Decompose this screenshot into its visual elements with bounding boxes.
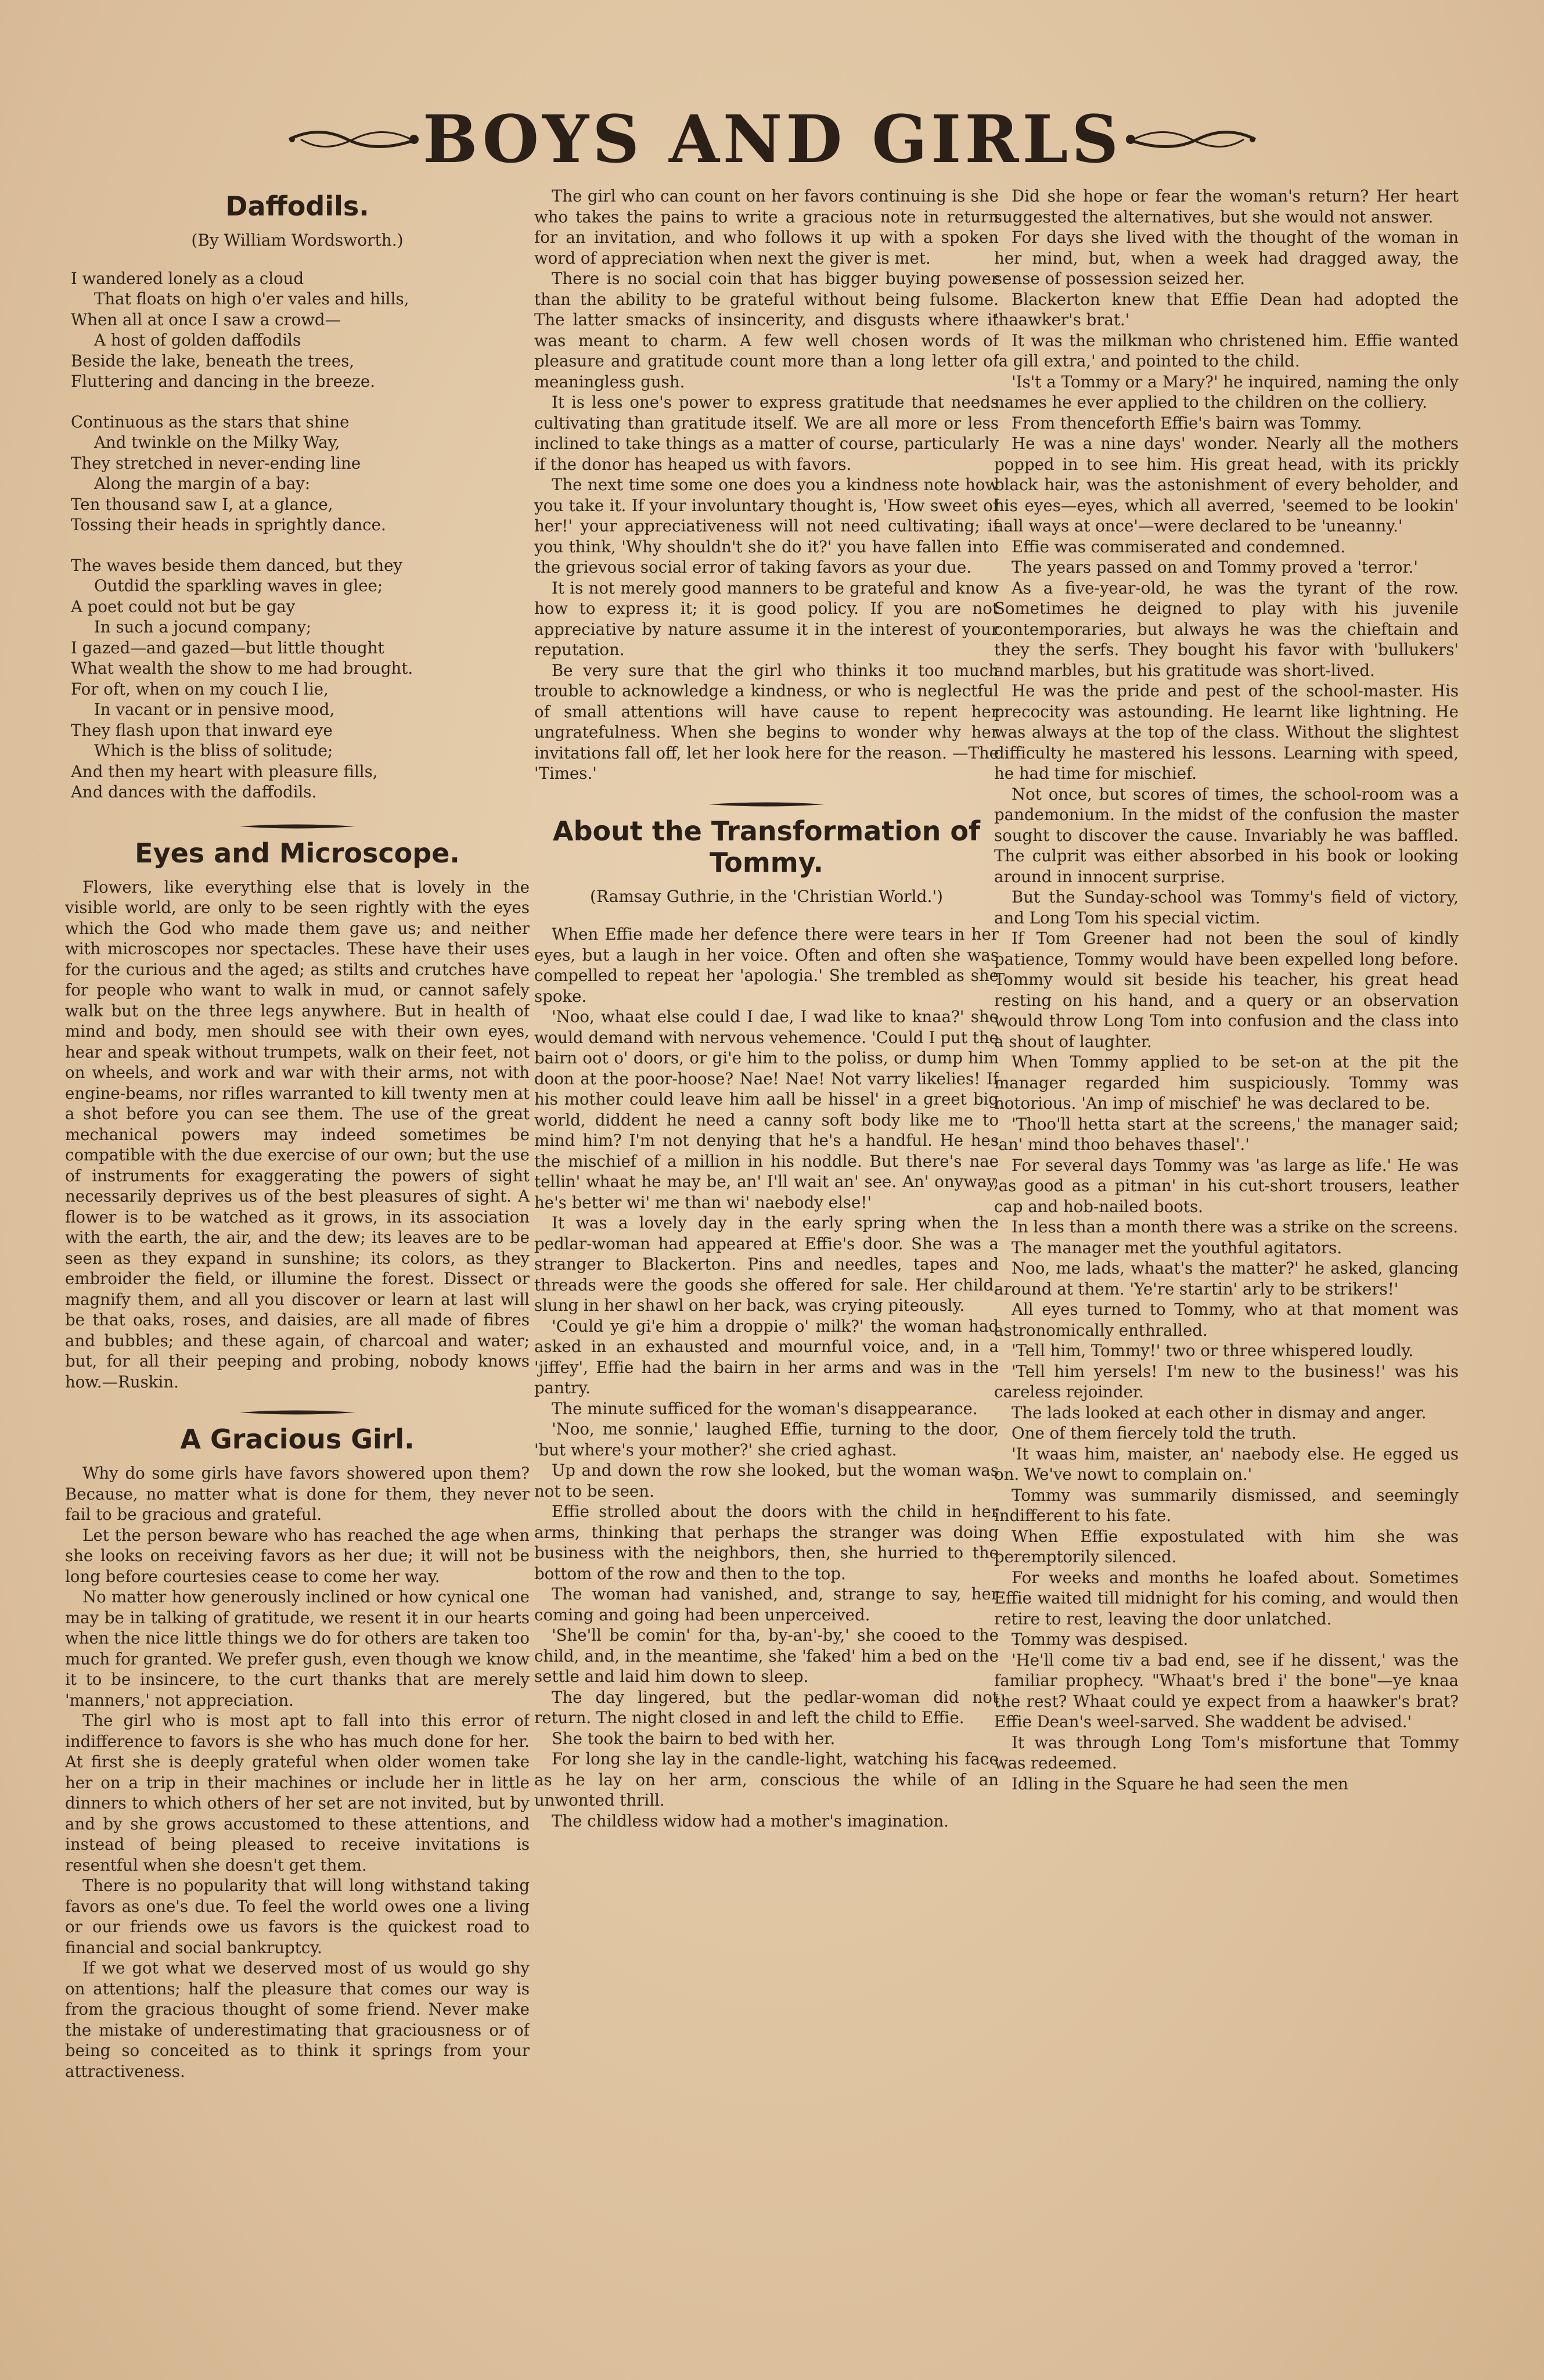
poem-line: And then my heart with pleasure fills, [71,761,378,781]
article-paragraph: The manager met the youthful agitators. [1012,1238,1343,1257]
byline-tommy: (Ramsay Guthrie, in the 'Christian World.') [590,886,943,906]
poem-stanza [71,555,530,803]
article-paragraph: The years passed on and Tommy proved a 'terror.' [1012,558,1418,577]
article-paragraph: He was the pride and pest of the school-master. His precocity was astounding. He learnt like lightning. He was always at the top of the class. Without the slightest difficulty he mastered his lessons. Learning with speed, he had time for mischief. [994,681,1459,783]
article-paragraph: 'Is't a Tommy or a Mary?' he inquired, naming the only names he ever applied to the children on the colliery. [994,372,1459,412]
article-paragraph: When Tommy applied to be set-on at the pit the manager regarded him suspiciously. Tommy was notorious. 'An imp of mischief' he was declared to be. [994,1052,1459,1113]
section-divider-ornament [65,822,530,831]
poem-stanza [71,268,530,392]
poem-line: They flash upon that inward eye [71,720,333,740]
section-divider-ornament [65,1408,530,1417]
poem-line: In vacant or in pensive mood, [94,700,335,719]
masthead [192,102,1353,177]
article-paragraph: 'Tell him yersels! I'm new to the business!' was his careless rejoinder. [994,1361,1459,1401]
article-paragraph: The day lingered, but the pedlar-woman did not return. The night closed in and left the child to Effie. [534,1687,999,1727]
article-paragraph: Idling in the Square he had seen the men [1012,1774,1348,1793]
poem-line: I gazed—and gazed—but little thought [71,638,384,657]
article-paragraph: Did she hope or fear the woman's return? Her heart suggested the alternatives, but she would not answer. [994,186,1459,227]
article-paragraph: Effie strolled about the doors with the child in her arms, thinking that perhaps the stranger was doing business with the neighbors, then, she hurried to the bottom of the row and then to the top. [534,1502,999,1583]
article-paragraph: If Tom Greener had not been the soul of kindly patience, Tommy would have been expelled long before. Tommy would sit beside his teacher, his great head resting on his hand, and a query or an observation would throw Long Tom into confusion and the class into a shout of laughter. [994,929,1459,1051]
article-paragraph: Effie was commiserated and condemned. [1012,537,1346,556]
right-flourish-ornament [1122,122,1261,157]
poem-line: In such a jocund company; [94,617,312,637]
article-paragraph: If we got what we deserved most of us would go shy on attentions; half the pleasure that comes our way is from the gracious thought of some friend. Never make the mistake of underestimating that graciousness or of being so conceited as to think it springs from your attractiveness. [65,1958,530,2081]
article-paragraph: Not once, but scores of times, the school-room was a pandemonium. In the midst of the confusion the master sought to discover the cause. Invariably he was baffled. The culprit was either absorbed in his book or looking around in innocent surprise. [994,784,1459,886]
article-paragraph: Up and down the row she looked, but the woman was not to be seen. [534,1461,999,1501]
poem-line: What wealth the show to me had brought. [71,659,413,678]
poem-line: I wandered lonely as a cloud [71,268,304,288]
poem-line: When all at once I saw a crowd— [71,310,341,329]
article-paragraph: From thenceforth Effie's bairn was Tommy. [1012,413,1362,433]
article-paragraph: When Effie made her defence there were tears in her eyes, but a laugh in her voice. Often and often she was compelled to repeat her 'apologia.' She trembled as she spoke. [534,925,999,1006]
article-paragraph: It was a lovely day in the early spring when the pedlar-woman had appeared at Effie's door. She was a stranger to Blackerton. Pins and needles, tapes and threads were the goods she offered for sale. Her child, slung in her shawl on her back, was crying piteously. [534,1213,999,1315]
article-paragraph: The girl who is most apt to fall into this error of indifference to favors is she who has much done for her. At first she is deeply grateful when older women take her on a trip in their machines or include her in little dinners to which others of her set are not invited, but by and by she grows accustomed to these attentions, and instead of being pleased to receive invitations is resentful when she doesn't get them. [65,1711,530,1875]
article-title-eyes: Eyes and Microscope. [135,837,460,869]
article-paragraph: 'He'll come tiv a bad end, see if he dissent,' was the familiar prophecy. "Whaat's bred i' the bone"—ye knaa the rest? Whaat could ye expect from a haawker's brat? Effie Dean's weel-sarved. She waddent be advised.' [994,1650,1459,1731]
byline-daffodils: (By William Wordsworth.) [191,231,404,250]
article-paragraph: There is no social coin that has bigger buying power than the ability to be grateful without being fulsome. The latter smacks of insincerity, and disgusts where it was meant to charm. A few well chosen words of pleasure and gratitude count more than a long letter of meaningless gush. [534,269,999,391]
article-paragraph: She took the bairn to bed with her. [552,1728,836,1748]
poem-line: For oft, when on my couch I lie, [71,679,329,699]
article-paragraph: It was through Long Tom's misfortune that Tommy was redeemed. [994,1732,1459,1773]
article-paragraph: Noo, me lads, whaat's the matter?' he asked, glancing around at them. 'Ye're startin' arly to be strikers!' [994,1259,1459,1299]
poem-line: Continuous as the stars that shine [71,412,350,432]
article-paragraph: One of them fiercely told the truth. [1012,1423,1297,1443]
article-paragraph: 'Noo, me sonnie,' laughed Effie, turning to the door, 'but where's your mother?' she cried aghast. [534,1419,999,1459]
article-paragraph: For long she lay in the candle-light, watching his face as he lay on her arm, conscious the while of an unwonted thrill. [534,1749,999,1810]
article-paragraph: There is no popularity that will long withstand taking favors as one's due. To feel the world owes one a living or our friends owe us favors is the quickest road to financial and social bankruptcy. [65,1876,530,1957]
poem-line: Ten thousand saw I, at a glance, [71,494,333,514]
poem-line: Tossing their heads in sprightly dance. [71,515,386,534]
poem-line: And dances with the daffodils. [71,782,317,801]
article-paragraph: For several days Tommy was 'as large as life.' He was 'as good as a pitman' in his cut-short trousers, leather cap and hob-nailed boots. [994,1155,1459,1216]
article-paragraph: 'She'll be comin' for tha, by-an'-by,' she cooed to the child, and, in the meantime, she 'faked' him a bed on the settle and laid him down to sleep. [534,1626,999,1686]
article-title-tommy: About the Transformation of Tommy. [552,815,981,878]
article-paragraph: In less than a month there was a strike on the screens. [1012,1217,1459,1236]
poem-line: Outdid the sparkling waves in glee; [94,576,383,595]
article-paragraph: The childless widow had a mother's imagination. [552,1811,949,1831]
article-paragraph: The next time some one does you a kindness note how you take it. If your involuntary thought is, 'How sweet of her!' your appreciativeness will not need cultivating; if you think, 'Why shouldn't she do it?' you have fallen into the grievous social error of taking favors as your due. [534,475,999,577]
article-paragraph: Be very sure that the girl who thinks it too much trouble to acknowledge a kindness, or who is neglectful of small attentions will have cause to repent her ungratefulness. When she begins to wonder why her invitations fall off, let her look here for the reason. —The 'Times.' [534,660,999,783]
poem-line: The waves beside them danced, but they [71,555,403,575]
article-paragraph: Blackerton knew that Effie Dean had adopted the 'haawker's brat.' [994,289,1459,329]
poem-line: And twinkle on the Milky Way, [94,433,340,452]
poem-daffodils [71,268,530,803]
poem-line: Which is the bliss of solitude; [94,741,333,760]
poem-line: A host of golden daffodils [94,330,301,350]
poem-stanza [71,412,530,535]
poem-line: They stretched in never-ending line [71,453,361,473]
article-paragraph: 'Noo, whaat else could I dae, I wad like to knaa?' she would demand with nervous vehemence. 'Could I put the bairn oot o' doors, or gi'e him to the poliss, or dump him doon at the poor-hoose? Nae! Nae! Not varry likelies! If his mother could leave him aall be hissel' in a greet big world, diddent he need a canny soft body like me to mind him? I'm not denying that he's a handful. He hes the mischief of a million in his noddle. But there's nae tellin' whaat he may be, an' I'll wait an' see. An' onyway, he's better wi' me than wi' naebody else!' [534,1007,999,1212]
masthead-title: BOYS AND GIRLS [422,101,1122,178]
article-paragraph: The lads looked at each other in dismay and anger. [1012,1403,1427,1422]
column-3 [994,186,1459,2352]
article-paragraph: 'Thoo'll hetta start at the screens,' the manager said; 'an' mind thoo behaves thasel'.' [994,1114,1459,1154]
article-paragraph: The minute sufficed for the woman's disappearance. [552,1398,978,1418]
article-title-gracious: A Gracious Girl. [180,1423,415,1455]
article-paragraph: When Effie expostulated with him she was peremptorily silenced. [994,1526,1459,1566]
poem-line: Along the margin of a bay: [94,474,311,493]
article-paragraph: He was a nine days' wonder. Nearly all the mothers popped in to see him. His great head, with its prickly black hair, was the astonishment of every beholder, and his eyes—eyes, which all averred, 'seemed to be lookin' aall ways at once'—were declared to be 'uneanny.' [994,434,1459,535]
article-paragraph: It is less one's power to express gratitude that needs cultivating than gratitude itself. We are all more or less inclined to take things as a matter of course, particularly if the donor has heaped us with favors. [534,393,999,474]
article-paragraph: 'It waas him, maister, an' naebody else. He egged us on. We've nowt to complain on.' [994,1444,1459,1484]
article-paragraph: For weeks and months he loafed about. Sometimes Effie waited till midnight for his coming, and would then retire to rest, leaving the door unlatched. [994,1568,1459,1628]
article-paragraph: Tommy was despised. [1012,1630,1189,1649]
article-paragraph: 'Tell him, Tommy!' two or three whispered loudly. [1012,1341,1414,1360]
article-paragraph: Flowers, like everything else that is lovely in the visible world, are only to be seen rightly with the eyes which the God who made them gave us; and neither with microscopes nor spectacles. These have their uses for the curious and the aged; as stilts and crutches have for people who want to walk in mud, or cannot safely walk but on the three legs anywhere. But in health of mind and body, men should see with their own eyes, hear and speak without trumpets, walk on their feet, not on wheels, and work and war with their arms, not with engine-beams, nor rifles warranted to kill twenty men at a shot before you can see them. The use of the great mechanical powers may indeed sometimes be compatible with the due exercise of our own; but the use of instruments for exaggerating the powers of sight necessarily deprives us of the best pleasures of sight. A flower is to be watched as it grows, in its association with the earth, the air, and the dew; its leaves are to be seen as they expand in sunshine; its colors, as they embroider the field, or illumine the forest. Dissect or magnify them, and all you discover or learn at last will be that oaks, roses, and daisies, are all made of fibres and bubbles; and these again, of charcoal and water; but, for all their peeping and probing, nobody knows how.—Ruskin. [65,877,530,1392]
article-paragraph: It was the milkman who christened him. Effie wanted 'a gill extra,' and pointed to the child. [994,330,1459,371]
article-paragraph: The girl who can count on her favors continuing is she who takes the pains to write a gracious note in return for an invitation, and who follows it up with a spoken word of appreciation when next the giver is met. [534,186,999,268]
column-1 [65,186,530,2352]
article-paragraph: Why do some girls have favors showered upon them? Because, no matter what is done for them, they never fail to be gracious and grateful. [65,1464,530,1524]
article-paragraph: As a five-year-old, he was the tyrant of the row. Sometimes he deigned to play with his juvenile contemporaries, but always he was the chieftain and they the serfs. They bought his favor with 'bullukers' and marbles, but his gratitude was short-lived. [994,578,1459,680]
poem-line: That floats on high o'er vales and hills, [94,289,409,308]
column-2 [534,186,999,2352]
article-paragraph: For days she lived with the thought of the woman in her mind, but, when a week had dragged away, the sense of possession seized her. [994,228,1459,288]
poem-line: Beside the lake, beneath the trees, [71,351,355,371]
article-paragraph: The woman had vanished, and, strange to say, her coming and going had been unperceived. [534,1584,999,1624]
poem-line: Fluttering and dancing in the breeze. [71,372,375,391]
article-paragraph: No matter how generously inclined or how cynical one may be in talking of gratitude, we resent it in our hearts when the nice little things we do for others are taken too much for granted. We prefer gush, even though we know it to be insincere, to the curt thanks that are merely 'manners,' not appreciation. [65,1587,530,1710]
article-paragraph: It is not merely good manners to be grateful and know how to express it; it is good policy. If you are not appreciative by nature assume it in the interest of your reputation. [534,578,999,659]
article-paragraph: Tommy was summarily dismissed, and seemingly indifferent to his fate. [994,1485,1459,1525]
poem-line: A poet could not but be gay [71,596,296,616]
section-divider-ornament [534,800,999,808]
article-paragraph: 'Could ye gi'e him a droppie o' milk?' the woman had asked in an exhausted and mournful voice, and, in a 'jiffey', Effie had the bairn in her arms and was in the pantry. [534,1316,999,1397]
left-flourish-ornament [283,122,423,157]
article-title-daffodils: Daffodils. [225,190,369,222]
article-paragraph: But the Sunday-school was Tommy's field of victory, and Long Tom his special victim. [994,887,1459,927]
article-paragraph: All eyes turned to Tommy, who at that moment was astronomically enthralled. [994,1300,1459,1340]
article-paragraph: Let the person beware who has reached the age when she looks on receiving favors as her due; it will not be long before courtesies cease to come her way. [65,1525,530,1586]
